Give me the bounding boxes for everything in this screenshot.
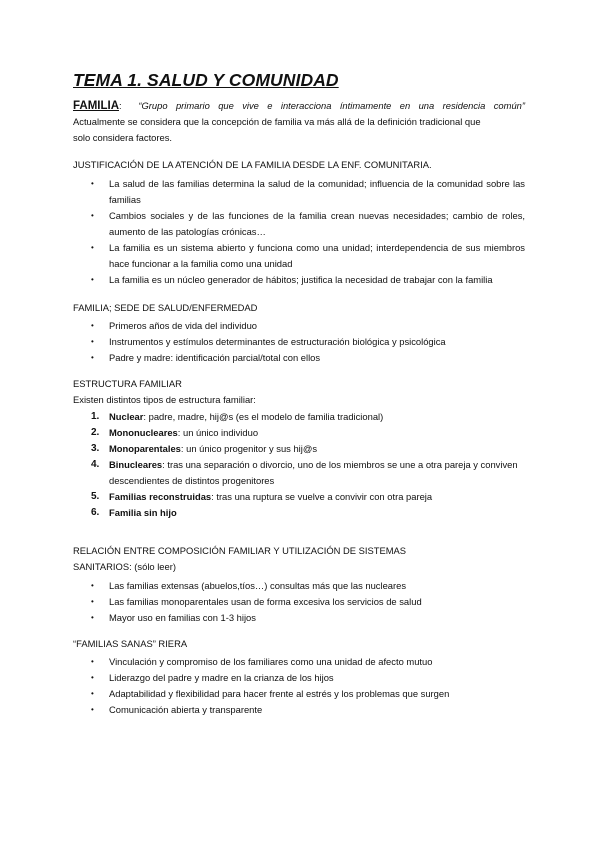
list-item: • Comunicación abierta y transparente [73, 702, 525, 718]
list-item: • Primeros años de vida del individuo [73, 318, 525, 334]
list-item: • Vinculación y compromiso de los familiares como una unidad de afecto mutuo [73, 654, 525, 670]
bullet-icon: • [91, 321, 94, 330]
bullet-icon: • [91, 275, 94, 284]
estructura-intro: Existen distintos tipos de estructura familiar: [73, 394, 256, 405]
list-item: • Adaptabilidad y flexibilidad para hacer frente al estrés y los problemas que surgen [73, 686, 525, 702]
relacion-list [73, 578, 525, 626]
list-item: • Cambios sociales y de las funciones de la familia crean nuevas necesidades; cambio de roles, aumento de las patologías crónicas… [91, 210, 525, 237]
list-item: • Las familias monoparentales usan de forma excesiva los servicios de salud [73, 594, 525, 610]
list-item: • Instrumentos y estímulos determinantes de estructuración biológica y psicológica [73, 334, 525, 350]
familia-sede-list [73, 318, 525, 366]
bullet-icon: • [91, 353, 94, 362]
list-item: 2. Mononucleares: un único individuo [91, 427, 259, 438]
definition-quote: “Grupo primario que vive e interacciona íntimamente en una residencia común” [138, 100, 526, 111]
definition-colon: : [119, 100, 122, 111]
list-item: 4. Binucleares: tras una separación o divorcio, uno de los miembros se une a otra pareja y conviven descendientes de distintos progenitores [91, 459, 518, 486]
list-item: • Padre y madre: identificación parcial/total con ellos [73, 350, 525, 366]
bullet-icon: • [91, 613, 94, 622]
list-item: 1. Nuclear: padre, madre, hij@s (es el modelo de familia tradicional) [91, 411, 384, 422]
list-item: 6. Familia sin hijo [91, 507, 177, 518]
definition-text-line-3: solo considera factores. [73, 132, 173, 143]
bullet-icon: • [91, 689, 94, 698]
section-heading-justificacion: JUSTIFICACIÓN DE LA ATENCIÓN DE LA FAMILIA DESDE LA ENF. COMUNITARIA. [73, 159, 432, 170]
list-item: • Las familias extensas (abuelos,tíos…) consultas más que las nucleares [73, 578, 525, 594]
bullet-icon: • [91, 243, 94, 252]
bullet-icon: • [91, 673, 94, 682]
estructura-list [73, 409, 525, 521]
list-item: • La familia es un núcleo generador de hábitos; justifica la necesidad de trabajar con la familia [73, 272, 525, 288]
bullet-icon: • [91, 581, 94, 590]
bullet-icon: • [91, 179, 94, 188]
familia-definition [73, 98, 525, 146]
list-item: • Liderazgo del padre y madre en la crianza de los hijos [73, 670, 525, 686]
bullet-icon: • [91, 337, 94, 346]
list-item: • La familia es un sistema abierto y funciona como una unidad; interdependencia de sus miembros hace funcionar a la familia como una unidad [91, 242, 525, 269]
list-item: 3. Monoparentales: un único progenitor y sus hij@s [91, 443, 318, 454]
list-item: • La salud de las familias determina la salud de la comunidad; influencia de la comunidad sobre las familias [91, 178, 525, 205]
list-item: 5. Familias reconstruidas: tras una ruptura se vuelve a convivir con otra pareja [91, 491, 433, 502]
bullet-icon: • [91, 657, 94, 666]
justificacion-list [73, 176, 525, 288]
section-heading-familia-sede: FAMILIA; SEDE DE SALUD/ENFERMEDAD [73, 302, 258, 313]
familias-sanas-list [73, 654, 525, 718]
section-heading-relacion-2: SANITARIOS: (sólo leer) [73, 561, 176, 572]
section-heading-estructura: ESTRUCTURA FAMILIAR [73, 378, 182, 389]
definition-line-1 [73, 98, 525, 114]
list-item: • Mayor uso en familias con 1-3 hijos [73, 610, 525, 626]
document-title: TEMA 1. SALUD Y COMUNIDAD [73, 70, 339, 90]
bullet-icon: • [91, 211, 94, 220]
definition-text-line-2: Actualmente se considera que la concepción de familia va más allá de la definición tradicional que [73, 116, 481, 127]
section-heading-familias-sanas: “FAMILIAS SANAS” RIERA [73, 638, 188, 649]
section-heading-relacion: RELACIÓN ENTRE COMPOSICIÓN FAMILIAR Y UTILIZACIÓN DE SISTEMAS [73, 545, 407, 556]
bullet-icon: • [91, 597, 94, 606]
bullet-icon: • [91, 705, 94, 714]
definition-term: FAMILIA [73, 100, 119, 112]
